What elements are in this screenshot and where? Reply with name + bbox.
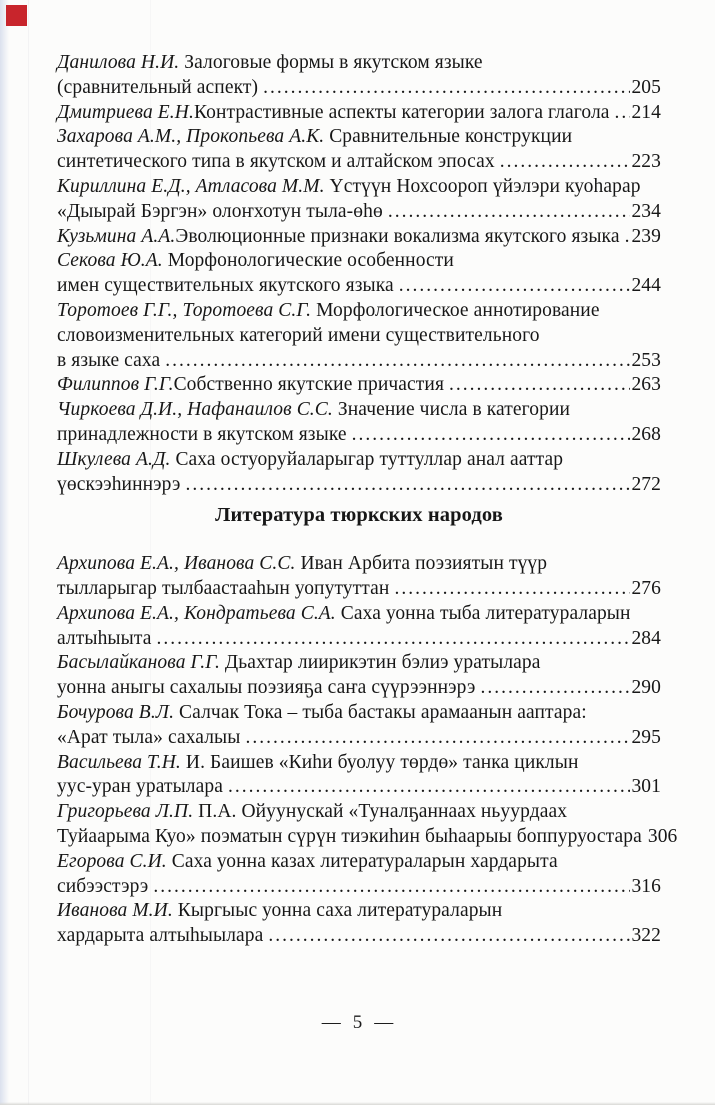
entry-title-text: имен существительных якутского языка bbox=[57, 275, 394, 297]
entry-page-number: 284 bbox=[631, 627, 661, 649]
dot-leader bbox=[388, 200, 631, 225]
entry-title-text: Контрастивные аспекты категории залога глагола bbox=[193, 101, 610, 123]
entry-title-text: Саха уонна казах литератураларын хардарыта bbox=[171, 850, 558, 872]
footer-dash-right: — bbox=[374, 1012, 394, 1033]
toc-entry-line bbox=[57, 448, 661, 473]
entry-title-text: үөскээһиннэрэ bbox=[57, 473, 181, 495]
entry-title-text: уус-уран уратылара bbox=[57, 776, 223, 798]
dot-leader bbox=[399, 274, 631, 299]
toc-entry-line bbox=[57, 552, 661, 577]
toc-entry bbox=[57, 850, 661, 900]
entry-title-text: Үстүүн Нохсоороп үйэлэри куоһарар bbox=[329, 175, 641, 197]
toc-entry-line bbox=[57, 577, 661, 602]
toc-entry bbox=[57, 899, 661, 949]
entry-title-text: (сравнительный аспект) bbox=[57, 76, 259, 98]
dot-leader bbox=[263, 76, 630, 101]
entry-title-text: уонна аныгы сахалыы поэзияҕа саҥа сүүрээннэрэ bbox=[57, 677, 476, 699]
toc-entry-line bbox=[57, 299, 661, 324]
page-footer bbox=[0, 1012, 715, 1034]
entry-title-text: Залоговые формы в якутском языке bbox=[184, 52, 483, 73]
dot-leader bbox=[449, 373, 630, 398]
entry-page-number: 223 bbox=[631, 151, 661, 173]
entry-page-number: 214 bbox=[631, 101, 661, 123]
toc-entry bbox=[57, 51, 661, 101]
entry-page-number: 295 bbox=[631, 726, 661, 748]
dot-leader bbox=[228, 775, 630, 800]
toc-entry bbox=[57, 398, 661, 448]
table-of-contents bbox=[57, 51, 678, 949]
toc-section bbox=[57, 503, 678, 949]
dot-leader bbox=[625, 225, 631, 250]
entry-page-number: 290 bbox=[631, 677, 661, 699]
page-left-edge-shadow bbox=[0, 0, 9, 1105]
entry-title-text: Морфологическое аннотирование bbox=[316, 299, 600, 321]
entry-author: Иванова М.И. bbox=[57, 900, 178, 922]
entry-title-text: принадлежности в якутском языке bbox=[57, 423, 347, 445]
entry-title-text: Сравнительные конструкции bbox=[329, 126, 573, 148]
toc-section bbox=[57, 51, 661, 497]
page-number: 5 bbox=[352, 1012, 363, 1033]
entry-title-text: Кыргыыс уонна саха литератураларын bbox=[177, 900, 503, 922]
entry-title-text: П.А. Ойуунускай «Туналҕаннаах ньуурдаах bbox=[198, 801, 568, 823]
entry-author: Шкулева А.Д. bbox=[57, 448, 176, 470]
entry-title-text: «Дыырай Бэргэн» олоҥхотун тыла-өһө bbox=[57, 200, 383, 222]
dot-leader bbox=[153, 875, 630, 900]
toc-entry-line bbox=[57, 775, 661, 800]
entry-title-text: Иван Арбита поэзиятын түүр bbox=[300, 553, 548, 575]
toc-entry-line bbox=[57, 627, 661, 652]
toc-entry-line bbox=[57, 850, 661, 875]
entry-author: Басылайканова Г.Г. bbox=[57, 652, 225, 674]
scan-crease bbox=[28, 0, 29, 1105]
entry-page-number: 244 bbox=[631, 275, 661, 297]
entry-page-number: 234 bbox=[631, 200, 661, 222]
toc-entry-line bbox=[57, 101, 661, 126]
toc-entry bbox=[57, 552, 661, 602]
entry-title-text: Саха остуоруйаларыгар туттуллар анал ааттар bbox=[175, 448, 564, 470]
toc-entry-line bbox=[57, 225, 661, 250]
entry-title-text: в языке саха bbox=[57, 349, 161, 371]
entry-author: Торотоев Г.Г., Торотоева С.Г. bbox=[57, 299, 317, 321]
toc-entry-line bbox=[57, 150, 661, 175]
entry-page-number: 276 bbox=[631, 577, 661, 599]
toc-entry bbox=[57, 299, 661, 373]
entry-author: Бочурова В.Л. bbox=[57, 701, 180, 723]
toc-entry bbox=[57, 651, 661, 701]
toc-entry-line bbox=[57, 924, 661, 949]
toc-entry bbox=[57, 800, 678, 850]
dot-leader bbox=[156, 627, 630, 652]
entry-page-number: 306 bbox=[647, 825, 678, 847]
entry-author: Григорьева Л.П. bbox=[57, 801, 199, 823]
toc-entry-line bbox=[57, 751, 661, 776]
entry-page-number: 239 bbox=[631, 225, 661, 247]
toc-entry-line bbox=[57, 76, 661, 101]
entry-author: Дмитриева Е.Н. bbox=[57, 101, 194, 123]
dot-leader bbox=[185, 473, 630, 498]
entry-title-text: «Арат тыла» сахалыы bbox=[57, 726, 241, 748]
entry-page-number: 263 bbox=[631, 374, 661, 396]
entry-author: Егорова С.И. bbox=[57, 850, 172, 872]
entry-author: Захарова А.М., Прокопьева А.К. bbox=[57, 126, 330, 148]
toc-entry-line bbox=[57, 875, 661, 900]
entry-page-number: 253 bbox=[631, 349, 661, 371]
toc-entry bbox=[57, 448, 661, 498]
toc-entry-line bbox=[57, 249, 661, 274]
toc-entry-line bbox=[57, 899, 661, 924]
toc-entry bbox=[57, 751, 661, 801]
entry-title-text: Собственно якутские причастия bbox=[173, 374, 445, 396]
dot-leader bbox=[165, 349, 630, 374]
entry-title-text: Дьахтар лиирикэтин бэлиэ уратылара bbox=[224, 652, 541, 674]
entry-author: Кузьмина А.А. bbox=[57, 225, 176, 247]
toc-entry-line bbox=[57, 651, 661, 676]
toc-entry-line bbox=[57, 726, 661, 751]
toc-entry-line bbox=[57, 602, 661, 627]
entry-title-text: И. Баишев «Киһи буолуу төрдө» танка циклын bbox=[185, 751, 579, 773]
toc-entry-line bbox=[57, 324, 661, 349]
toc-entry bbox=[57, 225, 661, 250]
toc-entry-line bbox=[57, 825, 678, 850]
entry-page-number: 322 bbox=[631, 925, 661, 947]
entry-author: Кириллина Е.Д., Атласова М.М. bbox=[57, 175, 330, 197]
toc-entry bbox=[57, 101, 661, 126]
toc-entry-line bbox=[57, 701, 661, 726]
toc-entry bbox=[57, 373, 661, 398]
entry-title-text: алтыһыыта bbox=[57, 627, 152, 649]
entry-title-text: Саха уонна тыба литератураларын bbox=[340, 602, 631, 624]
toc-entry-line bbox=[57, 373, 661, 398]
toc-entry bbox=[57, 602, 661, 652]
toc-entry-line bbox=[57, 51, 661, 76]
entry-author: Чиркоева Д.И., Нафанаилов С.С. bbox=[57, 399, 338, 421]
entry-title-text: Салчак Тока – тыба бастакы арамаанын ааптара: bbox=[179, 701, 587, 723]
toc-entry-line bbox=[57, 274, 661, 299]
entry-title-text: Эволюционные признаки вокализма якутского языка bbox=[175, 225, 620, 247]
entry-author: Секова Ю.А. bbox=[57, 250, 168, 272]
entry-title-text: тылларыгар тылбаастааһын уопутуттан bbox=[57, 577, 390, 599]
entry-author: Васильева Т.Н. bbox=[57, 751, 186, 773]
entry-author: Архипова Е.А., Иванова С.С. bbox=[57, 553, 301, 575]
entry-author: Архипова Е.А., Кондратьева С.А. bbox=[57, 602, 341, 624]
dot-leader bbox=[480, 676, 630, 701]
dot-leader bbox=[500, 150, 631, 175]
entry-title-text: синтетического типа в якутском и алтайском эпосах bbox=[57, 151, 495, 173]
toc-entry bbox=[57, 125, 661, 175]
entry-title-text: словоизменительных категорий имени существительного bbox=[57, 324, 540, 346]
entry-title-text: Морфонологические особенности bbox=[167, 250, 454, 272]
entry-author: Филиппов Г.Г. bbox=[57, 374, 174, 396]
entry-title-text: Туйаарыма Куо» поэматын сүрүн тиэкиһин быһаарыы боппуруостара bbox=[57, 825, 642, 847]
toc-entry-line bbox=[57, 676, 661, 701]
entry-author: Данилова Н.И. bbox=[57, 52, 185, 73]
toc-entry-line bbox=[57, 473, 661, 498]
entry-title-text: Значение числа в категории bbox=[337, 399, 571, 421]
dot-leader bbox=[615, 101, 631, 126]
dot-leader bbox=[394, 577, 630, 602]
toc-entry-line bbox=[57, 175, 661, 200]
dot-leader bbox=[352, 423, 631, 448]
dot-leader bbox=[245, 726, 630, 751]
toc-entry bbox=[57, 701, 661, 751]
toc-entry bbox=[57, 175, 661, 225]
toc-entry-line bbox=[57, 800, 661, 825]
red-corner-marker bbox=[6, 5, 27, 26]
toc-entry-line bbox=[57, 349, 661, 374]
entry-page-number: 272 bbox=[631, 473, 661, 495]
toc-entry-line bbox=[57, 200, 661, 225]
dot-leader bbox=[268, 924, 630, 949]
entry-page-number: 316 bbox=[631, 875, 661, 897]
toc-entry-line bbox=[57, 125, 661, 150]
footer-dash-left: — bbox=[321, 1012, 341, 1033]
toc-entry-line bbox=[57, 423, 661, 448]
toc-entry bbox=[57, 249, 661, 299]
entry-page-number: 205 bbox=[631, 76, 661, 98]
entry-title-text: сибээстэрэ bbox=[57, 875, 149, 897]
section-heading: Литература тюркских народов bbox=[215, 504, 503, 527]
entry-page-number: 301 bbox=[631, 776, 661, 798]
entry-page-number: 268 bbox=[631, 423, 661, 445]
entry-title-text: хардарыта алтыһыылара bbox=[57, 925, 264, 947]
toc-entry-line bbox=[57, 398, 661, 423]
